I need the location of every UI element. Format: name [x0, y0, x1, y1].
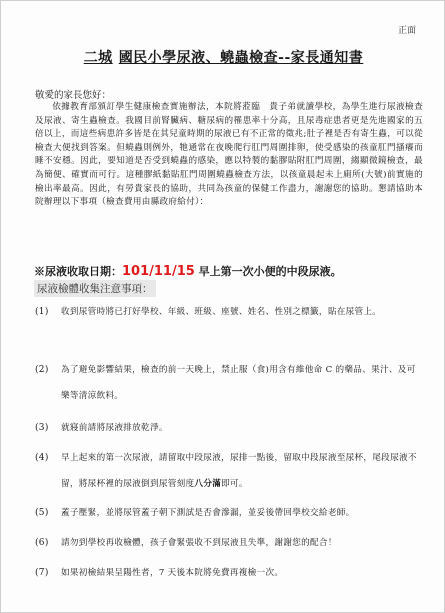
- item-number: (2): [35, 365, 49, 375]
- collection-date-line: [34, 263, 434, 279]
- collection-suffix: 早上第一次小便的中段尿液。: [194, 265, 342, 278]
- item-text: [61, 445, 423, 497]
- item-text-before: 早上起來的第一次尿液，請留取中段尿液，尿排一點後，留取中段尿液至尿杯，尾段尿液不留，將尿杯裡的尿液倒到尿管刻度: [61, 453, 417, 489]
- item-number: (3): [35, 423, 49, 433]
- collection-prefix: ※尿液收取日期：: [34, 265, 122, 278]
- instruction-item: [35, 537, 337, 550]
- item-text: 蓋子壓緊，並將尿管蓋子朝下測試是否會滲漏，並妥後帶回學校交給老師。: [61, 508, 355, 518]
- item-number: (1): [35, 307, 49, 317]
- greeting: 敬愛的家長您好：: [35, 90, 112, 101]
- title-main: 國民小學尿液、蟯蟲檢查--家長通知書: [118, 50, 364, 66]
- item-text: 如果初檢結果呈陽性者，7 天後本院將免費再複檢一次。: [61, 568, 284, 578]
- item-text-after: 即可。: [221, 479, 248, 489]
- instruction-item: [35, 452, 423, 497]
- instruction-item: [35, 507, 355, 520]
- intro-paragraph: 依據教育部頒訂學生健康檢查實施辦法，本院將蒞臨 貴子弟就讀學校，為學生進行尿液檢查及尿液、寄生蟲檢查。我國目前腎臟病、糖尿病的罹患率十分高，且尿毒症患者更是先進國家的五倍以上，而這些病患許多皆是在其兒童時期的尿液已有不正常的徵兆;肚子裡是否有寄生蟲，可以從檢查大便找到答案。但蟯蟲則例外，牠通常在夜晚爬行肛門周圍排卵，使受感染的孩童肛門搔癢而睡不安穩。因此，要知道是否受到蟯蟲的感染，應以特製的黏膠貼附肛門周圍，縐顯微鏡檢查，最為簡便、確實而可行。這種膠紙黏貼肛門周圍蟯蟲檢查方法，以孩童晨起未上廁所(大號)前實施的檢出率最高。因此，有勞貴家長的協助，共同為孩童的保健工作盡力，謝謝您的協助。懇請協助本院辦理以下事項（檢查費用由縣政府給付）：: [35, 102, 423, 208]
- collection-date: 101/11/15: [122, 264, 195, 279]
- notice-title: [1, 47, 445, 67]
- item-text: 收到尿管時將已打好學校、年級、班級、座號、姓名、性別之標籤，貼在尿管上。: [61, 307, 382, 317]
- item-number: (7): [35, 568, 49, 578]
- title-school-prefix: 二城: [83, 50, 113, 66]
- item-text: 就寢前請將尿液排放乾淨。: [61, 423, 168, 433]
- item-text-emphasis: 八分滿: [194, 479, 222, 489]
- item-number: (5): [35, 508, 49, 518]
- instruction-item: [35, 306, 381, 325]
- instruction-item: [35, 364, 423, 409]
- item-number: (6): [35, 538, 49, 548]
- notice-heading: 尿液檢體收集注意事項：: [34, 280, 156, 297]
- item-text: 請勿到學校再收檢體，孩子會緊張收不到尿液且失準，謝謝您的配合！: [61, 538, 337, 548]
- instruction-item: [35, 567, 283, 580]
- item-number: (4): [35, 453, 49, 463]
- page-side-label: 正面: [397, 26, 416, 36]
- item-text: 為了避免影響結果，檢查的前一天晚上，禁止服（食)用含有維他命 C 的藥品、果汁、及可樂等清涼飲料。: [61, 365, 416, 401]
- instruction-item: [35, 422, 168, 435]
